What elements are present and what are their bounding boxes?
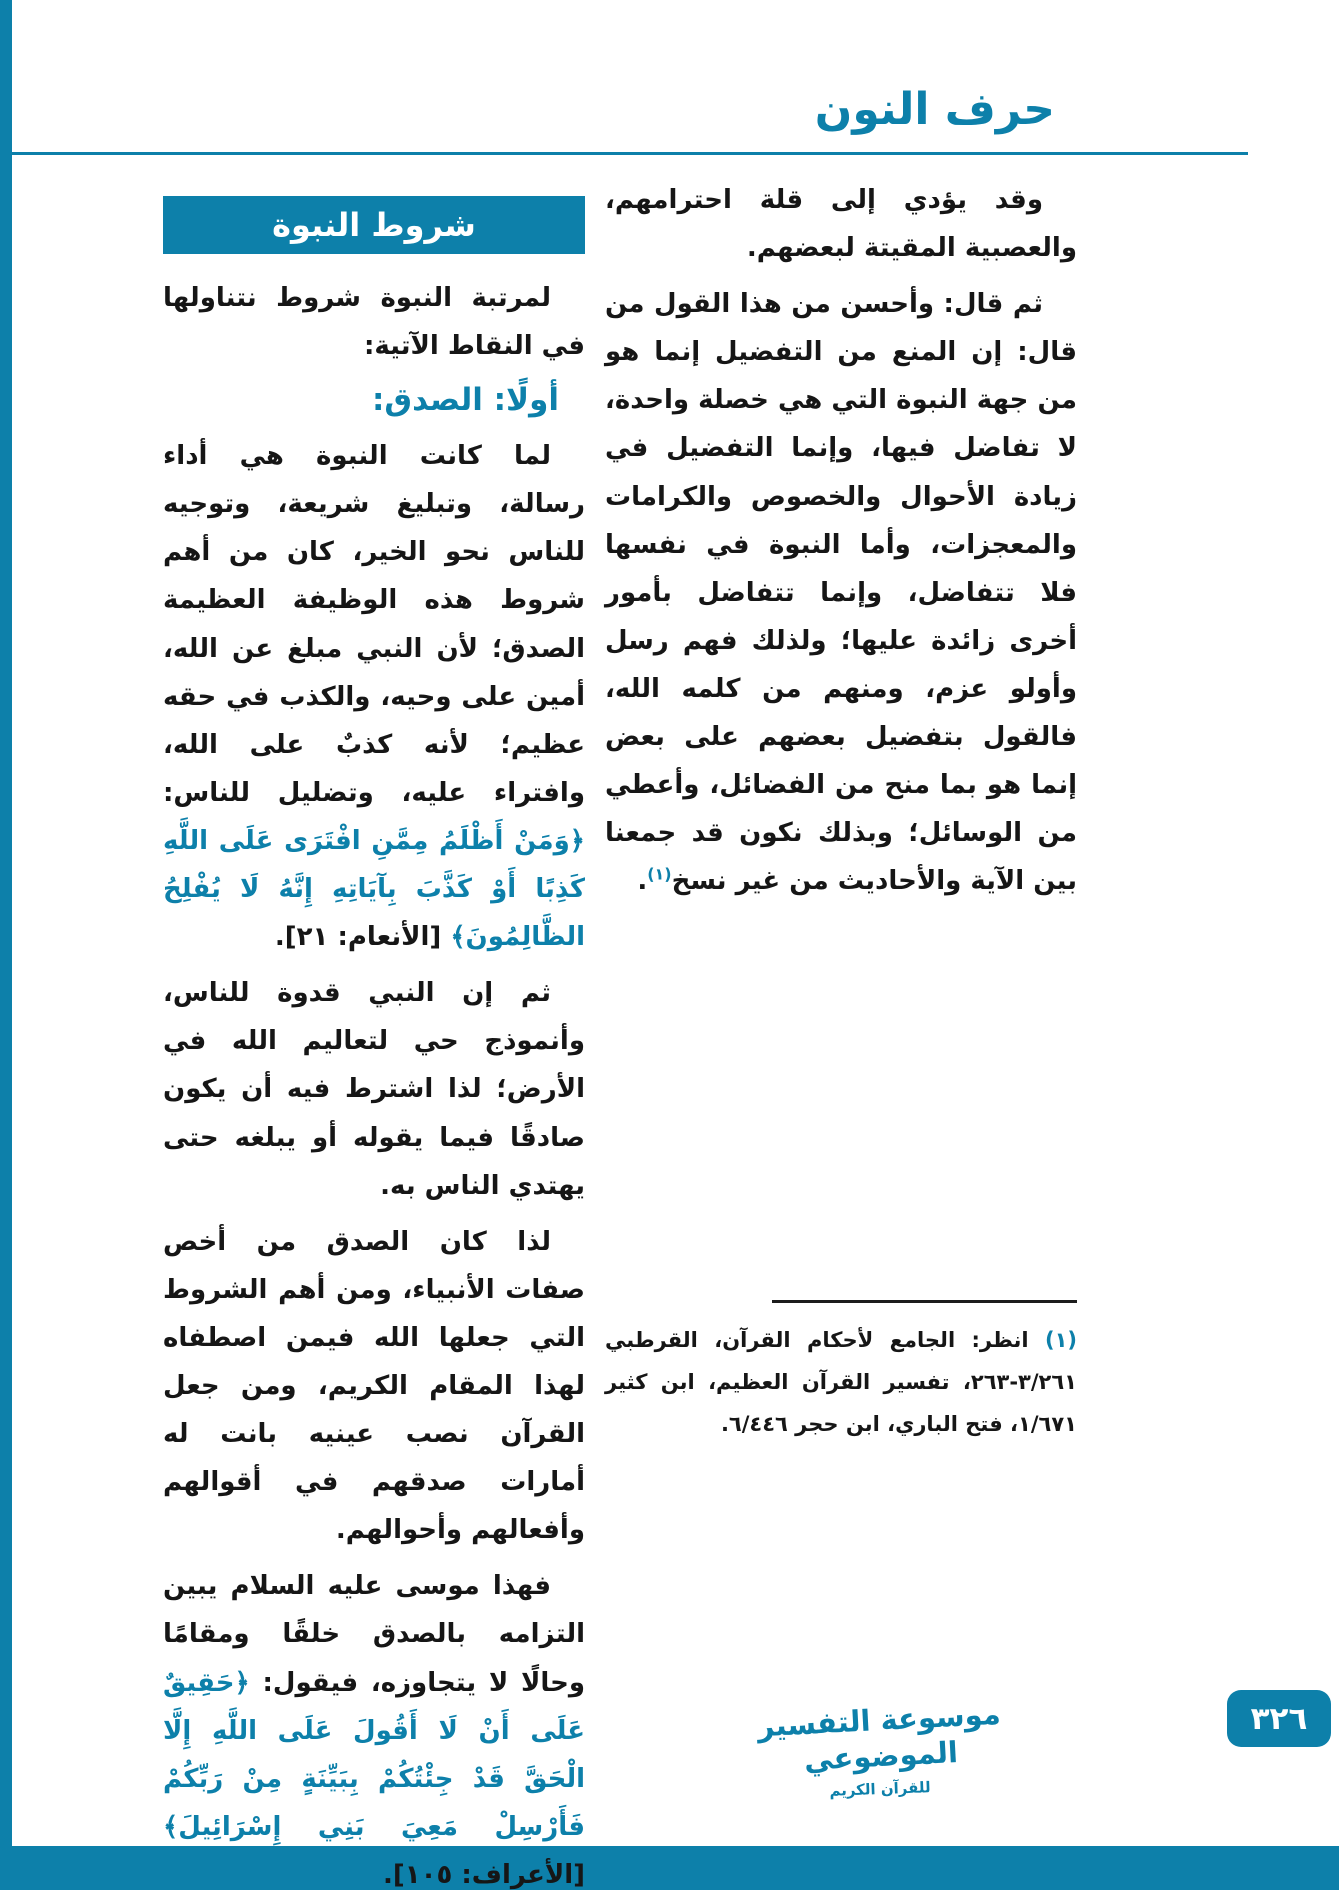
verse-reference: [الأعراف: ١٠٥]. xyxy=(382,1859,585,1890)
paragraph-text: لما كانت النبوة هي أداء رسالة، وتبليغ شريعة، وتوجيه للناس نحو الخير، كان من أهم شروط هذه الوظيفة العظيمة الصدق؛ لأن النبي مبلغ عن الله، أمين على وحيه، والكذب في حقه عظيم؛ لأنه كذبٌ على الله، وافتراء عليه، وتضليل للناس: xyxy=(163,441,585,808)
chapter-title: حرف النون xyxy=(814,84,1055,135)
paragraph: ثم إن النبي قدوة للناس، وأنموذج حي لتعاليم الله في الأرض؛ لذا اشترط فيه أن يكون صادقًا فيما يقوله أو يبلغه حتى يهتدي الناس به. xyxy=(163,978,585,1201)
header-rule xyxy=(12,152,1248,155)
footnote-ref: (١) xyxy=(647,864,672,884)
main-column xyxy=(605,176,1077,913)
paragraph: لذا كان الصدق من أخص صفات الأنبياء، ومن أهم الشروط التي جعلها الله فيمن اصطفاه لهذا المقام الكريم، ومن جعل القرآن نصب عينيه بانت له أمارات صدقهم في أقوالهم وأفعالهم وأحوالهم. xyxy=(163,1226,585,1546)
paragraph xyxy=(605,280,1077,905)
subheading: أولًا: الصدق: xyxy=(372,382,559,419)
logo-title: موسوعة التفسير الموضوعي xyxy=(756,1696,1002,1777)
verse-reference: [الأنعام: ٢١]. xyxy=(274,922,451,953)
page-number-badge xyxy=(1227,1690,1331,1747)
paragraph: وقد يؤدي إلى قلة احترامهم، والعصبية المقيتة لبعضهم. xyxy=(605,185,1077,264)
footnote-separator xyxy=(772,1300,1077,1303)
footnote xyxy=(605,1319,1077,1445)
paragraph-text: ثم قال: وأحسن من هذا القول من قال: إن المنع من التفضيل إنما هو من جهة النبوة التي هي خصلة واحدة، لا تفاضل فيها، وإنما التفضيل في زيادة الأحوال والخصوص والكرامات والمعجزات، وأما النبوة في نفسها فلا تتفاضل، وإنما تتفاضل بأمور أخرى زائدة عليها؛ ولذلك فهم رسل وأولو عزم، ومنهم من كلمه الله، فالقول بتفضيل بعضهم على بعض إنما هو بما منح من الفضائل، وأعطي من الوسائل؛ وبذلك نكون قد جمعنا بين الآية والأحاديث من غير نسخ xyxy=(605,289,1077,897)
quran-verse: ﴿حَقِيقٌ عَلَى أَنْ لَا أَقُولَ عَلَى اللَّهِ إِلَّا الْحَقَّ قَدْ جِئْتُكُمْ بِبَيِّنَةٍ مِنْ رَبِّكُمْ فَأَرْسِلْ مَعِيَ بَنِي إِسْرَائِيلَ﴾ xyxy=(163,1667,585,1842)
section-title-box xyxy=(163,196,585,254)
footnote-marker: (١) xyxy=(1044,1328,1077,1352)
section-title: شروط النبوة xyxy=(272,206,476,244)
page-number: ٣٢٦ xyxy=(1250,1700,1308,1737)
logo-subtitle: للقرآن الكريم xyxy=(829,1778,931,1800)
left-edge-band xyxy=(0,0,12,1890)
paragraph-tail: . xyxy=(637,866,648,897)
footnote-body: انظر: الجامع لأحكام القرآن، القرطبي ٣/٢٦١-٢٦٣، تفسير القرآن العظيم، ابن كثير ١/٦٧١، فتح الباري، ابن حجر ٦/٤٤٦. xyxy=(605,1328,1077,1436)
paragraph-text: فهذا موسى عليه السلام يبين التزامه بالصدق خلقًا ومقامًا وحالًا لا يتجاوزه، فيقول: xyxy=(163,1571,585,1698)
paragraph: لمرتبة النبوة شروط نتناولها في النقاط الآتية: xyxy=(163,283,585,362)
quran-verse: ﴿وَمَنْ أَظْلَمُ مِمَّنِ افْتَرَى عَلَى اللَّهِ كَذِبًا أَوْ كَذَّبَ بِآيَاتِهِ إِنَّهُ لَا يُفْلِحُ الظَّالِمُونَ﴾ xyxy=(163,825,585,953)
publisher-logo xyxy=(755,1696,1005,1800)
footnote-area xyxy=(605,1300,1077,1445)
paragraph xyxy=(163,432,585,961)
paragraph xyxy=(163,1562,585,1890)
section-column xyxy=(163,196,585,1890)
